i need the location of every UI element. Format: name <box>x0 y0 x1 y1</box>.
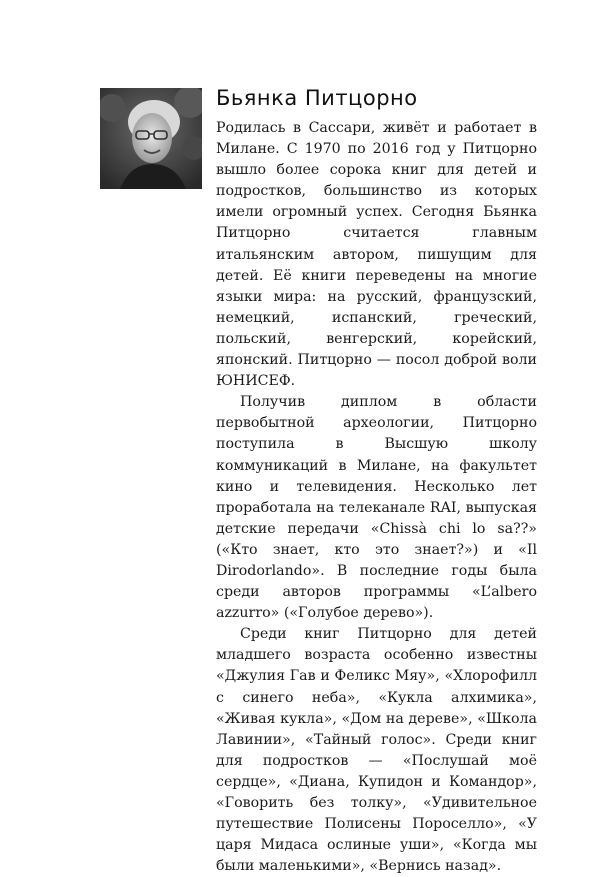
author-photo <box>100 88 202 189</box>
bio-paragraph: Родилась в Сассари, живёт и работает в Милане. С 1970 по 2016 год у Питцорно вышло более сорока книг для детей и подростков, большинство из которых имели огромный успех. Сегодня Бьянка Питцорно считается главным итальянским автором, пишущим для детей. Её книги переведены на многие языки мира: на русский, французский, немецкий, испанский, греческий, польский, венгерский, корейский, японский. Питцорно — посол доброй воли ЮНИСЕФ. <box>216 120 537 390</box>
author-name: Бьянка Питцорно <box>216 86 418 110</box>
author-bio <box>216 118 537 877</box>
bio-paragraph: Среди книг Питцорно для детей младшего возраста особенно известны «Джулия Гав и Феликс Мяу», «Хлорофилл с синего неба», «Кукла алхимика», «Живая кукла», «Дом на дереве», «Школа Лавинии», «Тайный голос». Среди книг для подростков — «Послушай моё сердце», «Диана, Купидон и Командор», «Говорить без толку», «Удивительное путешествие Полисены Пороселло», «У царя Мидаса ослиные уши», «Когда мы были маленькими», «Вернись назад». <box>216 626 537 875</box>
bio-paragraph: Получив диплом в области первобытной археологии, Питцорно поступила в Высшую школу коммуникаций в Милане, на факультет кино и телевидения. Несколько лет проработала на телеканале RAI, выпуская детские передачи «Chissà chi lo sa??» («Кто знает, кто это знает?») и «Il Dirodorlando». В последние годы была среди авторов программы «L’albero azzurro» («Голубое дерево»). <box>216 394 537 622</box>
